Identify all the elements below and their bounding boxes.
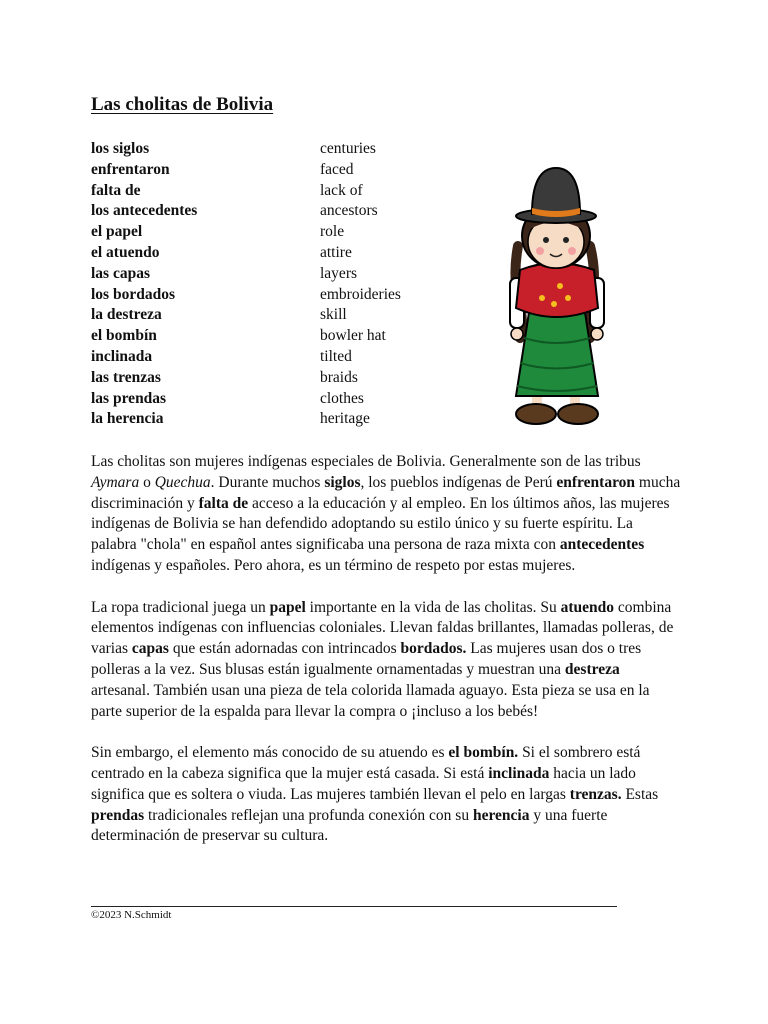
vocab-spanish-term: las prendas xyxy=(91,389,167,407)
vocab-row xyxy=(91,285,401,306)
article-paragraph xyxy=(91,452,681,577)
vocab-english-term: clothes xyxy=(320,389,364,407)
vocab-english-term: centuries xyxy=(320,140,376,157)
text-run: combina elementos indígenas con influencias coloniales. Llevan faldas brillantes, llamadas polleras, de varias xyxy=(91,598,674,658)
vocab-row xyxy=(91,201,401,222)
vocab-highlight: falta de xyxy=(198,494,249,512)
article-paragraph xyxy=(91,598,681,723)
vocab-english-term: embroideries xyxy=(320,285,401,303)
vocab-row xyxy=(91,139,401,160)
vocab-english-term: role xyxy=(320,223,345,241)
vocab-spanish-term: enfrentaron xyxy=(91,160,170,178)
text-run: o xyxy=(139,473,155,491)
vocab-highlight: atuendo xyxy=(560,598,615,616)
article-body xyxy=(91,452,681,868)
page-title: Las cholitas de Bolivia xyxy=(91,94,274,115)
skirt xyxy=(516,306,598,396)
vocab-highlight: enfrentaron xyxy=(556,473,636,491)
vocab-english-term: ancestors xyxy=(320,202,378,220)
text-run: , los pueblos indígenas de Perú xyxy=(360,473,557,491)
vocab-row xyxy=(91,181,401,202)
vocab-spanish-term: inclinada xyxy=(91,347,153,365)
vocabulary-list xyxy=(91,139,401,430)
vocab-highlight: prendas xyxy=(91,806,145,824)
vocab-spanish-term: los bordados xyxy=(91,285,175,303)
vocab-row xyxy=(91,389,401,410)
text-run: mucha discriminación y xyxy=(91,473,681,512)
text-run: Estas xyxy=(621,785,659,803)
vocab-row xyxy=(91,222,401,243)
vocab-row xyxy=(91,347,401,368)
italic-term: Quechua xyxy=(154,473,211,491)
text-run: Sin embargo, el elemento más conocido de su atuendo es xyxy=(91,744,449,762)
footer-divider xyxy=(91,906,617,907)
copyright-footer: ©2023 N.Schmidt xyxy=(91,909,172,921)
text-run: Si el sombrero está centrado en la cabeza significa que la mujer está casada. Si está xyxy=(91,744,641,782)
text-run: que están adornadas con intrincados xyxy=(168,640,401,658)
text-run: acceso a la educación y al empleo. En los últimos años, las mujeres indígenas de Bolivia se han defendido adoptando su estilo único y su fuerte espíritu. La palabra "chola" en español antes significaba una persona de raza mixta con xyxy=(91,494,670,554)
vocab-spanish-term: la herencia xyxy=(91,410,164,428)
vocab-spanish-term: el atuendo xyxy=(91,243,160,261)
cholita-illustration xyxy=(498,158,618,438)
text-run: La ropa tradicional juega un xyxy=(91,598,270,616)
text-run: tradicionales reflejan una profunda conexión con su xyxy=(144,806,473,824)
text-run: artesanal. También usan una pieza de tela colorida llamada aguayo. Esta pieza se usa en la parte superior de la espalda para llevar la compra o ¡incluso a los bebés! xyxy=(91,681,650,720)
vocab-highlight: antecedentes xyxy=(559,536,645,554)
vocab-highlight: herencia xyxy=(472,806,530,824)
text-run: Las cholitas son mujeres indígenas especiales de Bolivia. Generalmente son de las tribus xyxy=(91,453,641,470)
vocab-row xyxy=(91,243,401,264)
vocab-english-term: attire xyxy=(320,243,352,261)
vocab-highlight: el bombín. xyxy=(448,744,519,762)
vocab-english-term: bowler hat xyxy=(320,327,386,345)
text-run: y una fuerte determinación de preservar su cultura. xyxy=(91,806,608,845)
vocab-highlight: destreza xyxy=(564,660,620,678)
vocab-spanish-term: las capas xyxy=(91,264,150,282)
vocab-spanish-term: la destreza xyxy=(91,306,162,324)
text-run: Las mujeres usan dos o tres polleras a la vez. Sus blusas están igualmente ornamentadas y muestran una xyxy=(91,640,642,678)
vocab-highlight: inclinada xyxy=(488,764,550,782)
vocab-english-term: skill xyxy=(320,306,347,324)
article-paragraph xyxy=(91,743,681,847)
vocab-highlight: siglos xyxy=(324,473,361,491)
vocab-spanish-term: los antecedentes xyxy=(91,202,198,220)
vocab-english-term: heritage xyxy=(320,410,370,428)
vocab-spanish-term: las trenzas xyxy=(91,368,161,386)
vocab-spanish-term: falta de xyxy=(91,181,141,199)
bowler-hat-icon xyxy=(516,168,596,223)
vocab-row xyxy=(91,326,401,347)
vocab-row xyxy=(91,160,401,181)
text-run: indígenas y españoles. Pero ahora, es un término de respeto por estas mujeres. xyxy=(91,556,576,574)
vocab-row xyxy=(91,264,401,285)
vocab-row xyxy=(91,409,401,430)
vocab-english-term: layers xyxy=(320,264,358,282)
text-run: importante en la vida de las cholitas. Su xyxy=(305,598,561,616)
shawl xyxy=(516,263,598,317)
italic-term: Aymara xyxy=(91,473,140,491)
vocab-english-term: braids xyxy=(320,368,358,386)
vocab-highlight: papel xyxy=(269,598,306,616)
vocab-spanish-term: los siglos xyxy=(91,140,150,157)
vocab-english-term: lack of xyxy=(320,181,363,199)
vocab-spanish-term: el papel xyxy=(91,223,143,241)
text-run: hacia un lado significa que es soltera o viuda. Las mujeres también llevan el pelo en largas xyxy=(91,764,636,803)
vocab-english-term: tilted xyxy=(320,347,352,365)
vocab-english-term: faced xyxy=(320,160,354,178)
vocab-highlight: capas xyxy=(131,640,169,658)
vocab-spanish-term: el bombín xyxy=(91,327,157,345)
vocab-row xyxy=(91,305,401,326)
vocab-highlight: bordados. xyxy=(400,640,467,658)
text-run: . Durante muchos xyxy=(210,473,325,491)
vocab-row xyxy=(91,368,401,389)
vocab-highlight: trenzas. xyxy=(569,785,622,803)
